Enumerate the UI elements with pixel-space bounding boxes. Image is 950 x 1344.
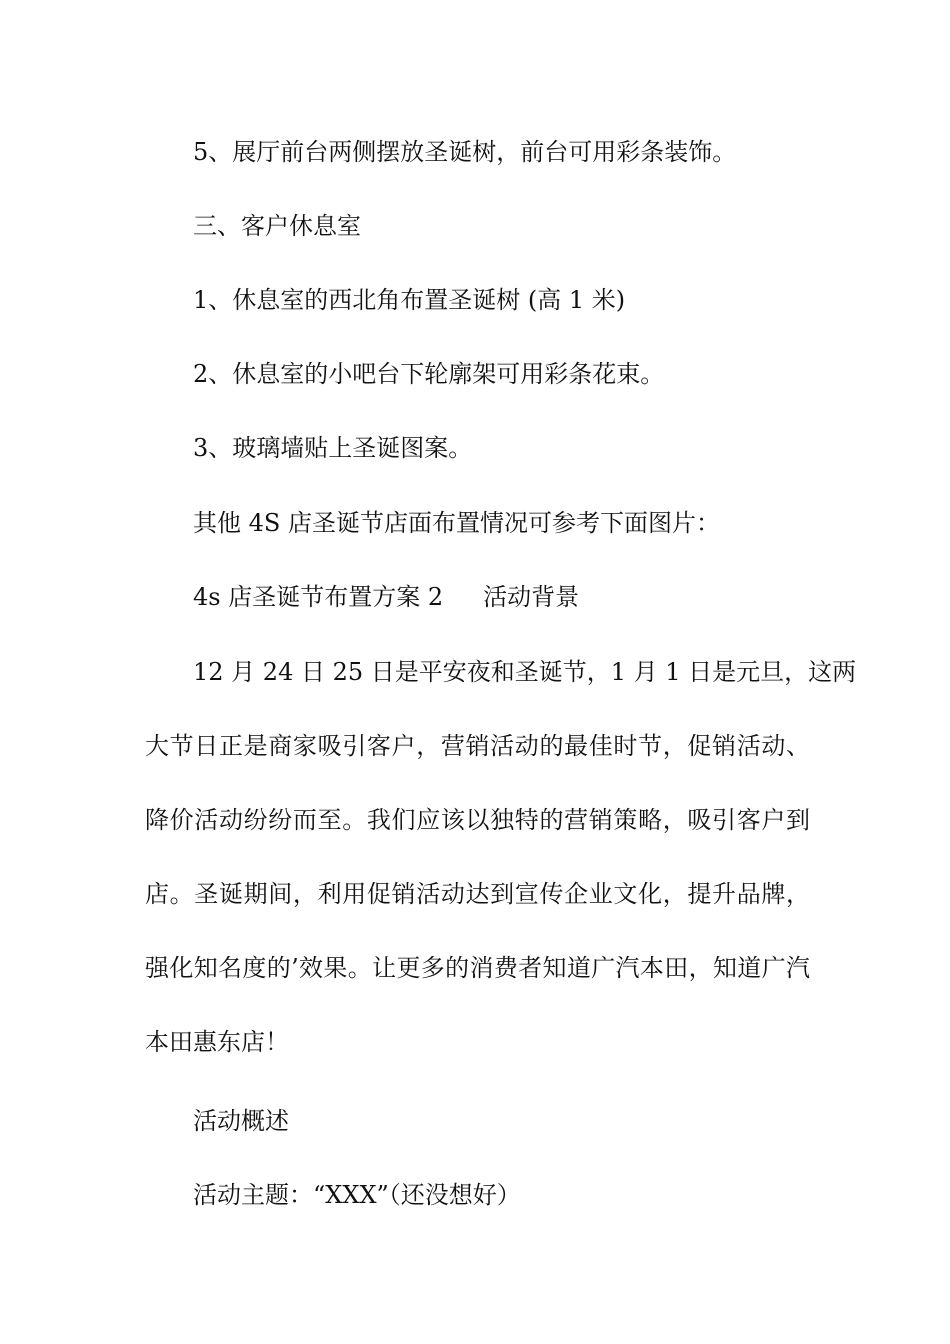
paragraph-line: 本田惠东店！ [145,1028,289,1056]
section-heading-customer-lounge: 三、客户休息室 [193,212,361,240]
paragraph-line: 店。圣诞期间，利用促销活动达到宣传企业文化，提升品牌， [145,880,810,908]
paragraph-line: 降价活动纷纷而至。我们应该以独特的营销策略，吸引客户到 [145,806,810,834]
background-section-title: 活动背景 [483,583,580,611]
item-lounge-bar-decoration: 2、休息室的小吧台下轮廓架可用彩条花束。 [193,360,665,388]
plan-title: 4s 店圣诞节布置方案 2 [193,583,444,611]
item-showroom-front-desk: 5、展厅前台两侧摆放圣诞树，前台可用彩条装饰。 [193,138,737,166]
activity-theme: 活动主题：“XXX”（还没想好） [193,1181,521,1209]
plan-heading [193,582,579,612]
item-glass-wall-pattern: 3、玻璃墙贴上圣诞图案。 [193,434,473,462]
paragraph-line: 大节日正是商家吸引客户，营销活动的最佳时节，促销活动、 [145,732,810,760]
item-lounge-christmas-tree: 1、休息室的西北角布置圣诞树 (高 1 米) [193,286,626,314]
background-paragraph [145,657,857,1101]
overview-heading: 活动概述 [193,1107,289,1135]
reference-note: 其他 4S 店圣诞节店面布置情况可参考下面图片： [193,509,720,537]
paragraph-line: 12 月 24 日 25 日是平安夜和圣诞节，1 月 1 日是元旦，这两 [193,658,857,686]
paragraph-line: 强化知名度的’效果。让更多的消费者知道广汽本田，知道广汽 [145,954,810,982]
